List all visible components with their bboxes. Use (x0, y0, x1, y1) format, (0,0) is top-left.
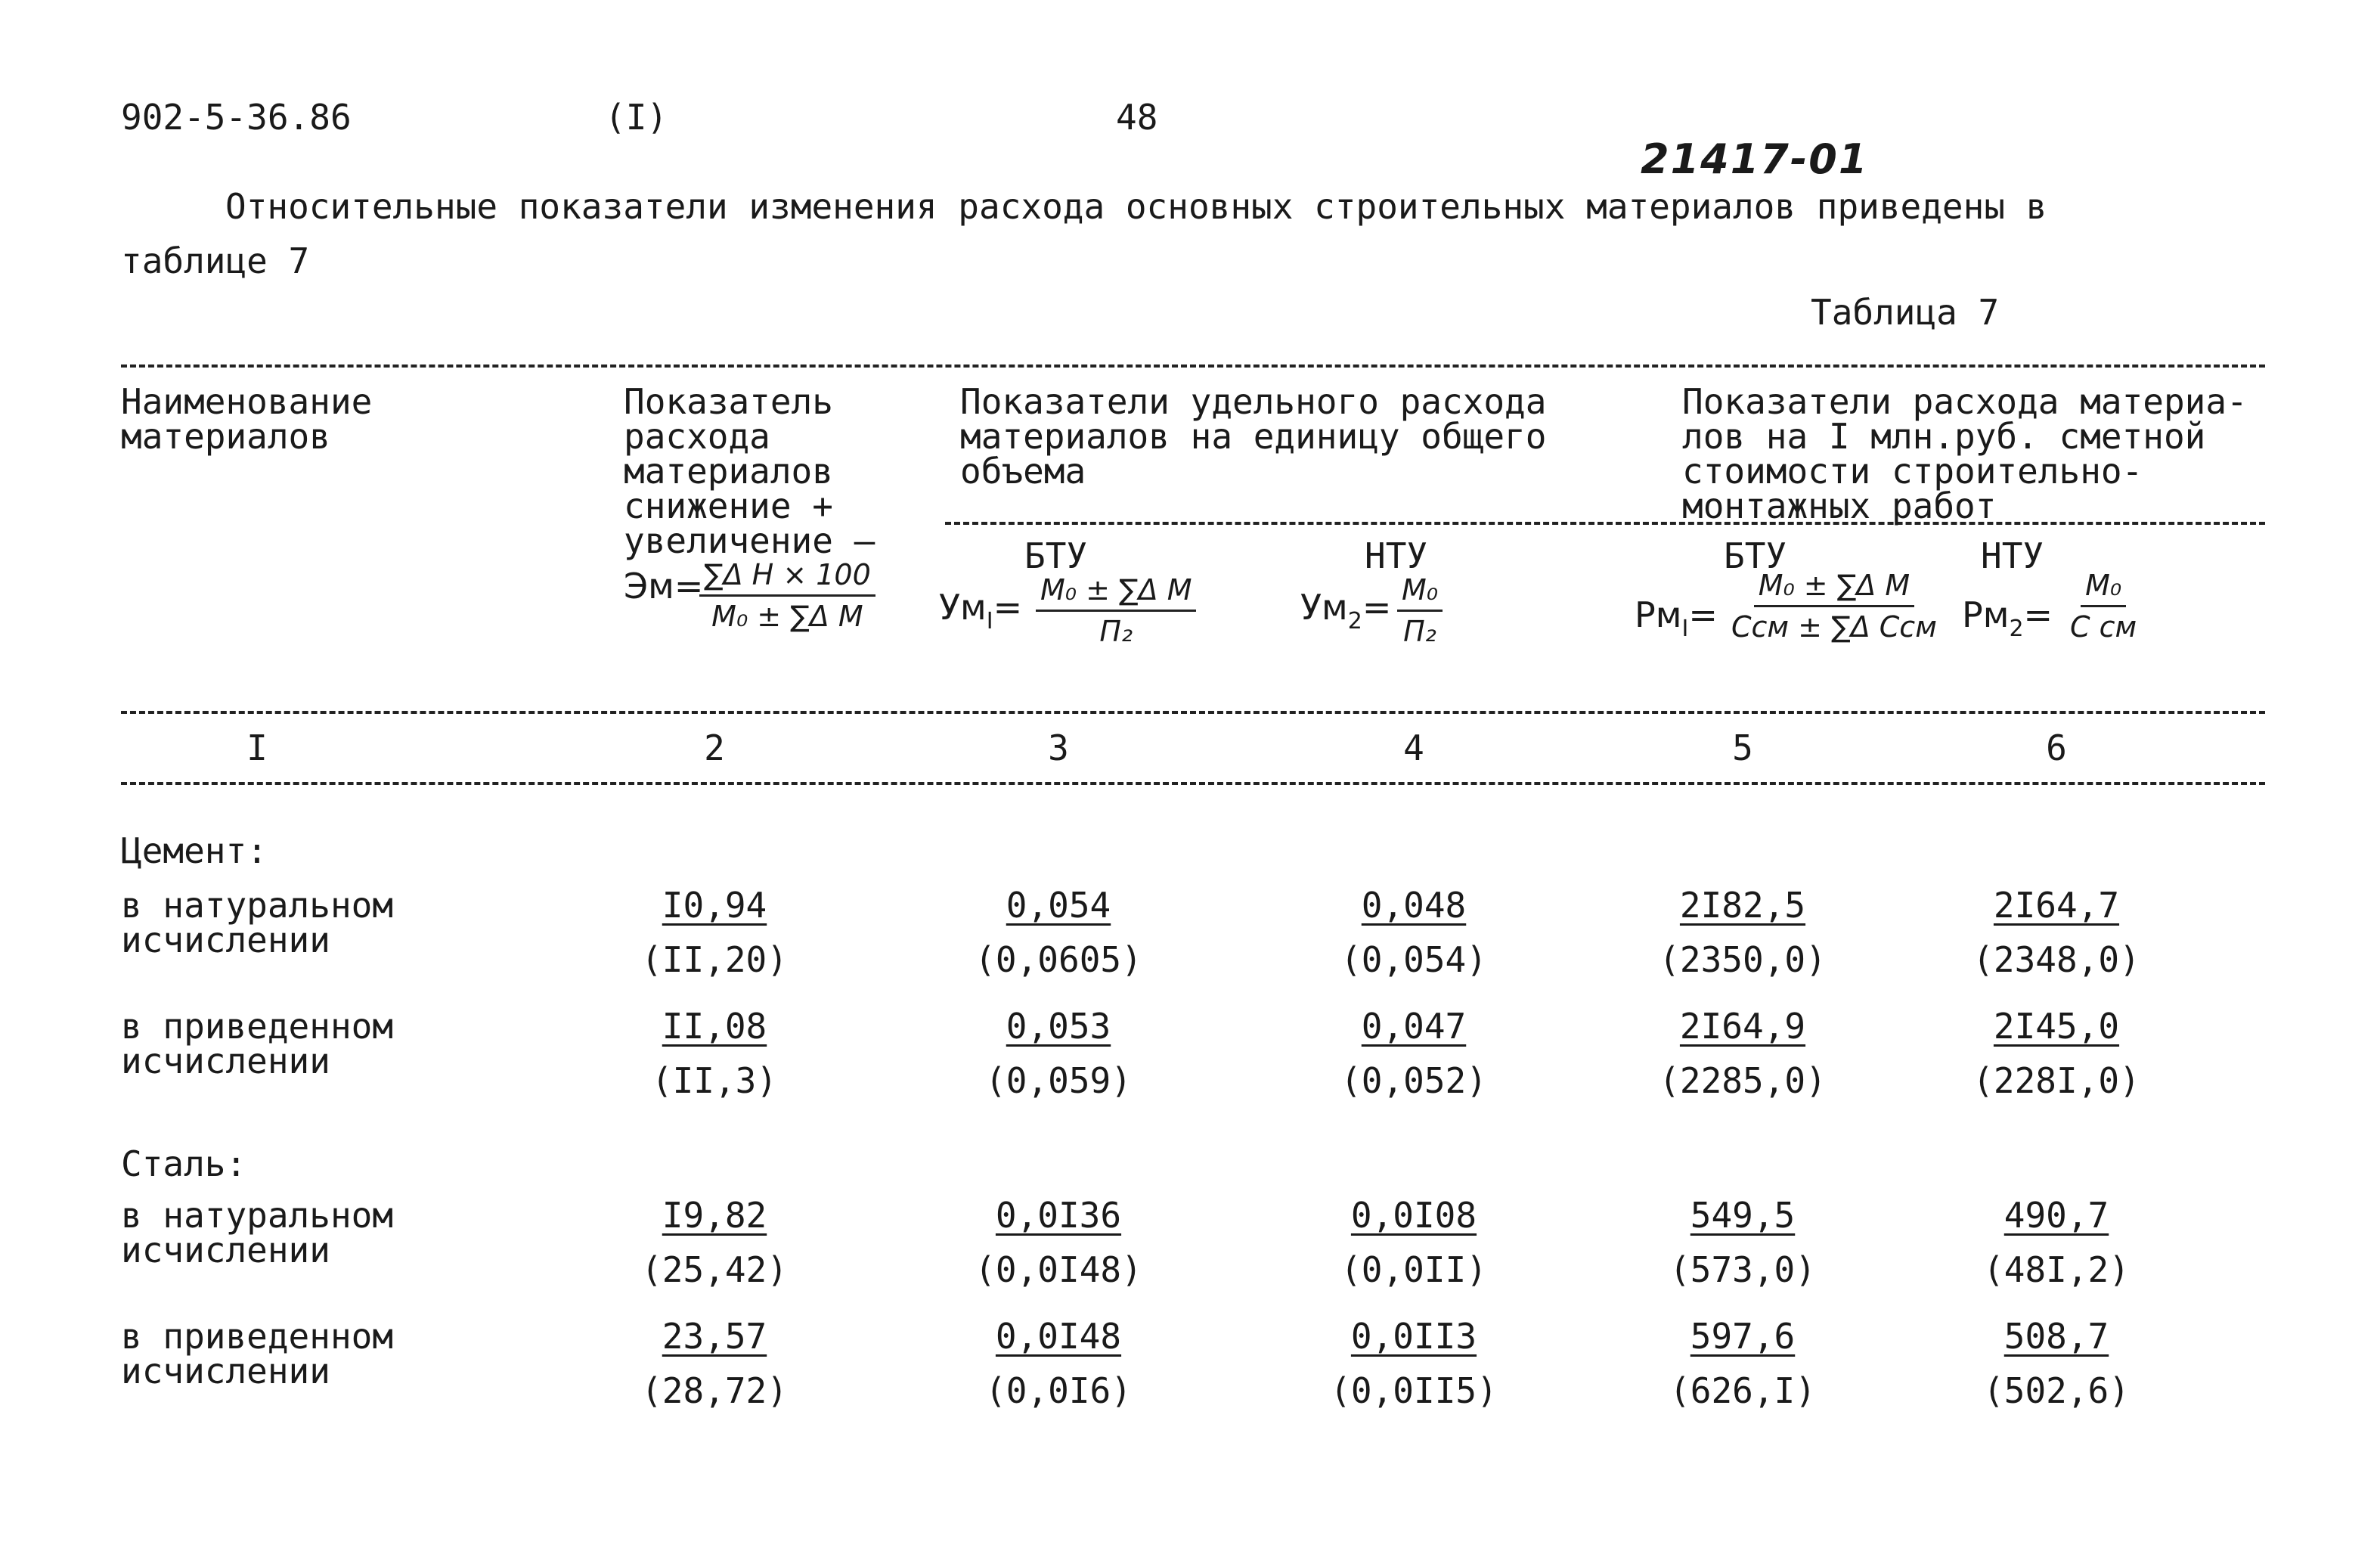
formula-um1-lhs (939, 587, 1022, 634)
formula-um1-sub: I (986, 608, 993, 634)
formula-pm1-denominator: Сcм ± ∑Δ Сcм (1731, 610, 1937, 644)
table-cell: I0,94 (662, 885, 767, 926)
table-cell: 0,0I08 (1350, 1195, 1477, 1236)
table-cell-paren: (0,0605) (975, 939, 1142, 980)
table-cell: 0,053 (1006, 1006, 1111, 1047)
table-cell-paren: (2350,0) (1659, 939, 1827, 980)
group-label-cement: Цемент: (121, 830, 268, 871)
row-label: в приведенном (121, 1006, 394, 1047)
btu-label-col5: БТУ (1724, 535, 1787, 576)
table-cell: I9,82 (662, 1195, 767, 1236)
formula-um2-denominator: П₂ (1403, 615, 1436, 648)
row-label: исчислении (121, 920, 330, 960)
formula-um1-fraction (1036, 573, 1196, 648)
table-caption: Таблица 7 (1811, 292, 2000, 333)
formula-pm2-sub: 2 (2009, 616, 2024, 642)
table-cell-paren: (0,0II) (1340, 1249, 1487, 1290)
formula-um2-fraction (1397, 573, 1443, 648)
table-cell-paren: (0,059) (985, 1060, 1132, 1101)
table-cell-paren: (2285,0) (1659, 1060, 1827, 1101)
table-cell: 597,6 (1690, 1316, 1796, 1357)
ntu-label-col4: НТУ (1365, 535, 1428, 576)
formula-pm1-symbol: Рм (1635, 594, 1682, 635)
formula-em-lhs: Эм= (624, 566, 704, 606)
formula-pm2-lhs (1962, 594, 2053, 642)
formula-um2-eq: = (1362, 587, 1392, 628)
formula-um2-sub: 2 (1347, 608, 1362, 634)
table-cell-paren: (II,3) (651, 1060, 778, 1101)
row-label: в натуральном (121, 885, 394, 926)
formula-em-fraction (699, 558, 875, 633)
col34-header: Показатели удельного расхода материалов на единицу общего объема (960, 381, 1547, 492)
intro-line-1: Относительные показатели изменения расхода основных строительных материалов приведены в (225, 186, 2047, 227)
row-label: в натуральном (121, 1195, 394, 1236)
table-cell-paren: (0,052) (1340, 1060, 1487, 1101)
table-cell-paren: (0,0I6) (985, 1370, 1132, 1411)
formula-um1-eq: = (993, 587, 1023, 628)
table-cell: 0,054 (1006, 885, 1111, 926)
formula-pm1-lhs (1635, 594, 1718, 642)
formula-pm2-fraction (2070, 569, 2137, 644)
header-bottom-rule (121, 711, 2265, 714)
formula-pm2-symbol: Рм (1962, 594, 2010, 635)
table-cell-paren: (0,0II5) (1330, 1370, 1498, 1411)
ntu-label-col6: НТУ (1981, 535, 2044, 576)
table-cell: 0,0I36 (995, 1195, 1122, 1236)
table-cell-paren: (2348,0) (1972, 939, 2140, 980)
row-label: исчислении (121, 1351, 330, 1391)
table-cell-paren: (II,20) (641, 939, 788, 980)
document-code: 902-5-36.86 (121, 97, 352, 138)
btu-label-col3: БТУ (1024, 535, 1088, 576)
formula-pm1-numerator: М₀ ± ∑Δ М (1754, 569, 1914, 607)
group-label-steel: Сталь: (121, 1143, 247, 1184)
table-cell-paren: (0,054) (1340, 939, 1487, 980)
formula-pm2-denominator: С cм (2070, 610, 2137, 644)
formula-em-denominator: М₀ ± ∑Δ М (711, 600, 863, 633)
section-marker: (I) (605, 97, 668, 138)
handwritten-stamp: 21417-01 (1641, 135, 1869, 183)
formula-pm2-eq: = (2023, 594, 2053, 635)
row-label: в приведенном (121, 1316, 394, 1357)
formula-um1-numerator: М₀ ± ∑Δ М (1036, 573, 1196, 612)
column-number: 6 (2046, 727, 2067, 768)
formula-pm2-numerator: М₀ (2081, 569, 2126, 607)
formula-um2-numerator: М₀ (1397, 573, 1443, 612)
table-cell: 508,7 (2003, 1316, 2109, 1357)
formula-pm1-eq: = (1688, 594, 1718, 635)
formula-um2-lhs (1300, 587, 1391, 634)
col1-header: Наименование материалов (121, 381, 373, 457)
table-cell: 2I82,5 (1679, 885, 1806, 926)
column-number: I (246, 727, 268, 768)
table-cell-paren: (502,6) (1983, 1370, 2130, 1411)
table-cell-paren: (626,I) (1669, 1370, 1816, 1411)
table-cell-paren: (228I,0) (1972, 1060, 2140, 1101)
table-cell-paren: (48I,2) (1983, 1249, 2130, 1290)
formula-pm1-sub: I (1681, 616, 1689, 642)
formula-pm1-fraction (1731, 569, 1937, 644)
col56-header: Показатели расхода материа- лов на I млн.руб. сметной стоимости строительно- монтажных работ (1682, 381, 2248, 526)
table-cell-paren: (0,0I48) (975, 1249, 1142, 1290)
formula-um2-symbol: Ум (1300, 587, 1348, 628)
table-cell: 23,57 (662, 1316, 767, 1357)
table-cell: 2I64,7 (1993, 885, 2120, 926)
table-cell-paren: (28,72) (641, 1370, 788, 1411)
table-cell: 2I64,9 (1679, 1006, 1806, 1047)
intro-line-2: таблице 7 (121, 240, 310, 281)
table-cell: 2I45,0 (1993, 1006, 2120, 1047)
column-number: 2 (704, 727, 725, 768)
table-cell: 0,047 (1361, 1006, 1467, 1047)
column-number: 4 (1403, 727, 1424, 768)
column-number-rule (121, 782, 2265, 785)
row-label: исчислении (121, 1041, 330, 1081)
table-cell: 0,0II3 (1350, 1316, 1477, 1357)
table-cell: 549,5 (1690, 1195, 1796, 1236)
page-number: 48 (1116, 97, 1158, 138)
table-cell-paren: (573,0) (1669, 1249, 1816, 1290)
table-cell: 0,0I48 (995, 1316, 1122, 1357)
column-number: 3 (1048, 727, 1069, 768)
table-cell: II,08 (662, 1006, 767, 1047)
table-cell: 0,048 (1361, 885, 1467, 926)
table-cell-paren: (25,42) (641, 1249, 788, 1290)
row-label: исчислении (121, 1230, 330, 1270)
col2-header: Показатель расхода материалов снижение + увеличение – (624, 381, 875, 561)
table-cell: 490,7 (2003, 1195, 2109, 1236)
formula-um1-denominator: П₂ (1099, 615, 1133, 648)
table-top-rule (121, 365, 2265, 368)
column-number: 5 (1732, 727, 1753, 768)
formula-em-numerator: ∑Δ Н × 100 (699, 558, 875, 597)
formula-um1-symbol: Ум (939, 587, 987, 628)
